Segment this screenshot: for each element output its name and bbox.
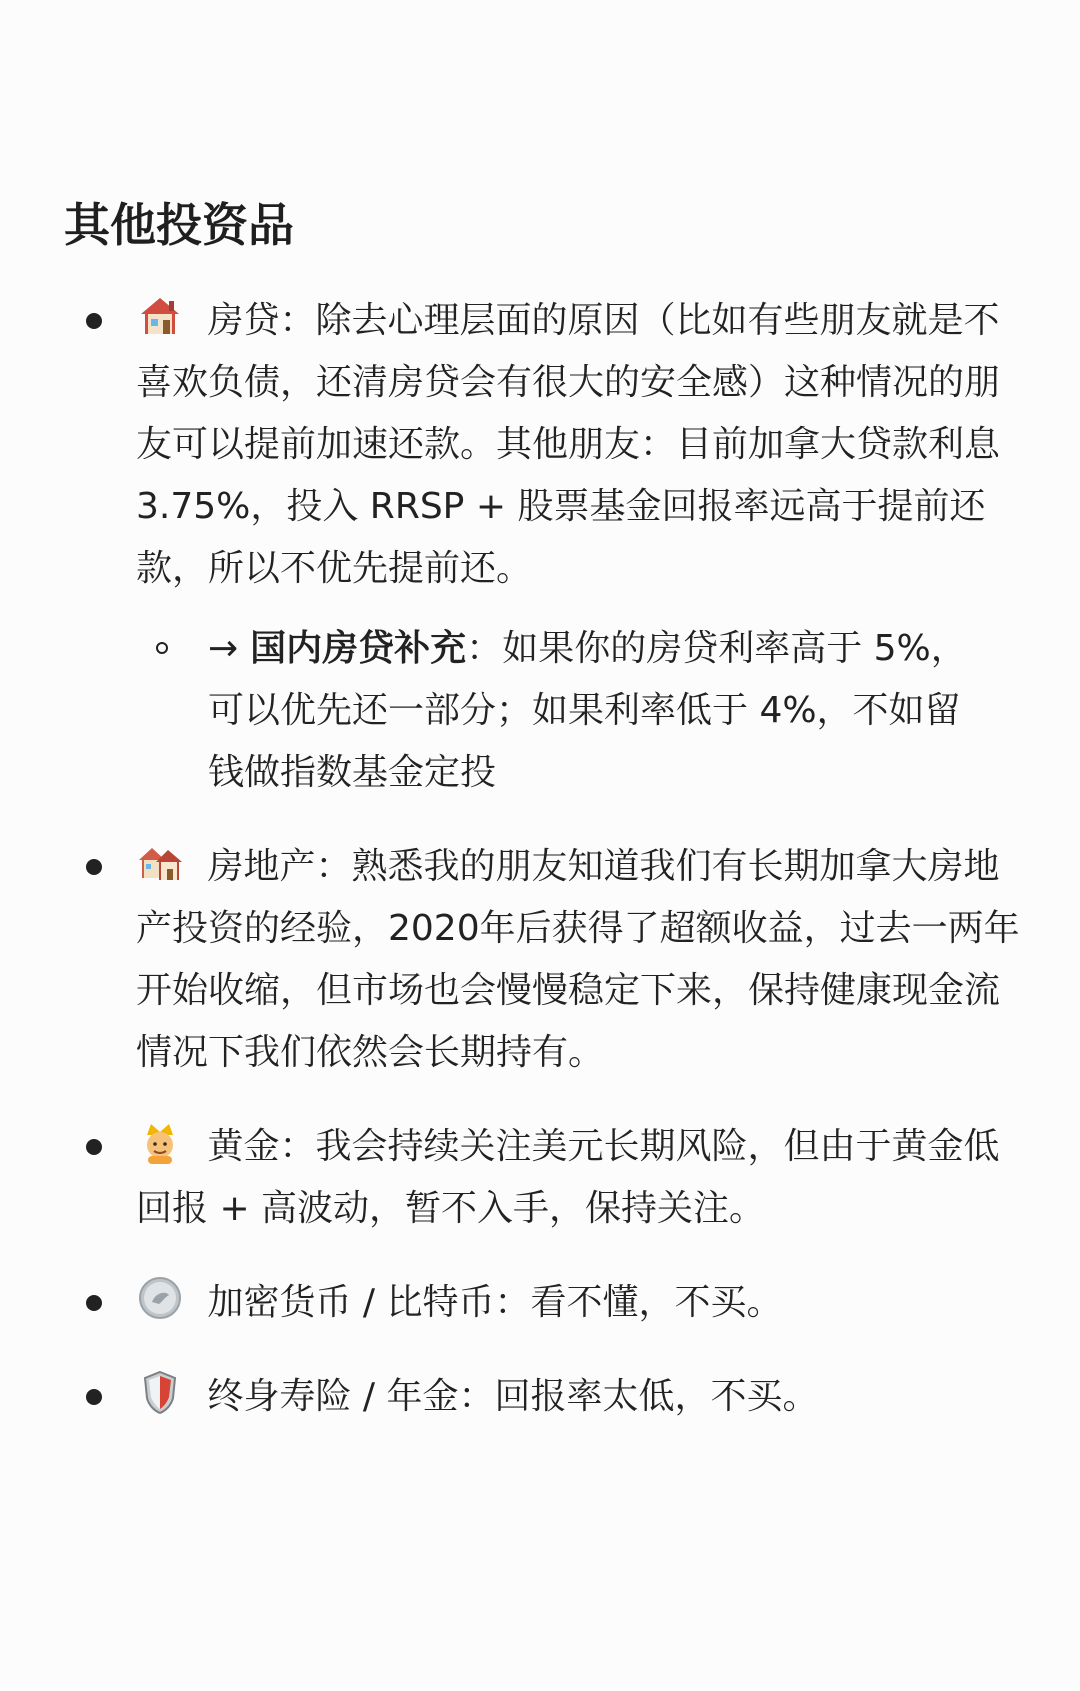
list-item-life-insurance — [0, 1366, 1080, 1428]
bullet-dot — [86, 1295, 102, 1311]
list-item-crypto — [0, 1272, 1080, 1334]
item-separator: ： — [279, 300, 316, 341]
sub-item-text: 如果你的房贷利率高于 5%，可以优先还一部分；如果利率低于 4%，不如留钱做指数基金定投 — [208, 628, 967, 793]
item-label: 房地产 — [207, 846, 316, 887]
list-item-mortgage — [0, 290, 1080, 804]
bullet-dot — [86, 859, 102, 875]
coin-icon — [136, 1274, 184, 1322]
item-label: 房贷 — [207, 300, 280, 341]
houses-icon — [136, 838, 184, 886]
list-item-real-estate — [0, 836, 1080, 1084]
item-text: 除去心理层面的原因（比如有些朋友就是不喜欢负债，还清房贷会有很大的安全感）这种情况的朋友可以提前加速还款。其他朋友：目前加拿大贷款利息 3.75%，投入 RRSP + 股票基金回报率远高于提前还款，所以不优先提前还。 — [136, 300, 1001, 589]
item-separator: ： — [315, 846, 352, 887]
sub-bullet-circle — [156, 642, 168, 654]
bullet-dot — [86, 313, 102, 329]
item-text: 回报率太低，不买。 — [494, 1376, 819, 1417]
list-item-gold — [0, 1116, 1080, 1240]
item-label: 加密货币 / 比特币 — [207, 1282, 495, 1323]
item-separator: ： — [494, 1282, 531, 1323]
item-separator: ： — [279, 1126, 316, 1167]
arrow-icon: → — [208, 628, 239, 669]
sub-item-label: 国内房贷补充 — [250, 628, 467, 669]
sub-item-separator: ： — [466, 628, 503, 669]
item-separator: ： — [458, 1376, 495, 1417]
sub-list-item-domestic-mortgage — [136, 618, 1028, 804]
item-label: 黄金 — [207, 1126, 280, 1167]
bullet-dot — [86, 1389, 102, 1405]
house-icon — [136, 292, 184, 340]
bullet-dot — [86, 1139, 102, 1155]
item-text: 熟悉我的朋友知道我们有长期加拿大房地产投资的经验，2020年后获得了超额收益，过去一两年开始收缩，但市场也会慢慢稳定下来，保持健康现金流情况下我们依然会长期持有。 — [136, 846, 1020, 1073]
shield-icon — [136, 1368, 184, 1416]
mortgage-sub-list — [136, 618, 1028, 804]
item-text: 看不懂，不买。 — [530, 1282, 783, 1323]
crown-person-icon — [136, 1118, 184, 1166]
item-text: 我会持续关注美元长期风险，但由于黄金低回报 + 高波动，暂不入手，保持关注。 — [136, 1126, 1000, 1229]
section-title: 其他投资品 — [64, 198, 294, 252]
investment-list — [0, 290, 1080, 1460]
item-label: 终身寿险 / 年金 — [207, 1376, 459, 1417]
